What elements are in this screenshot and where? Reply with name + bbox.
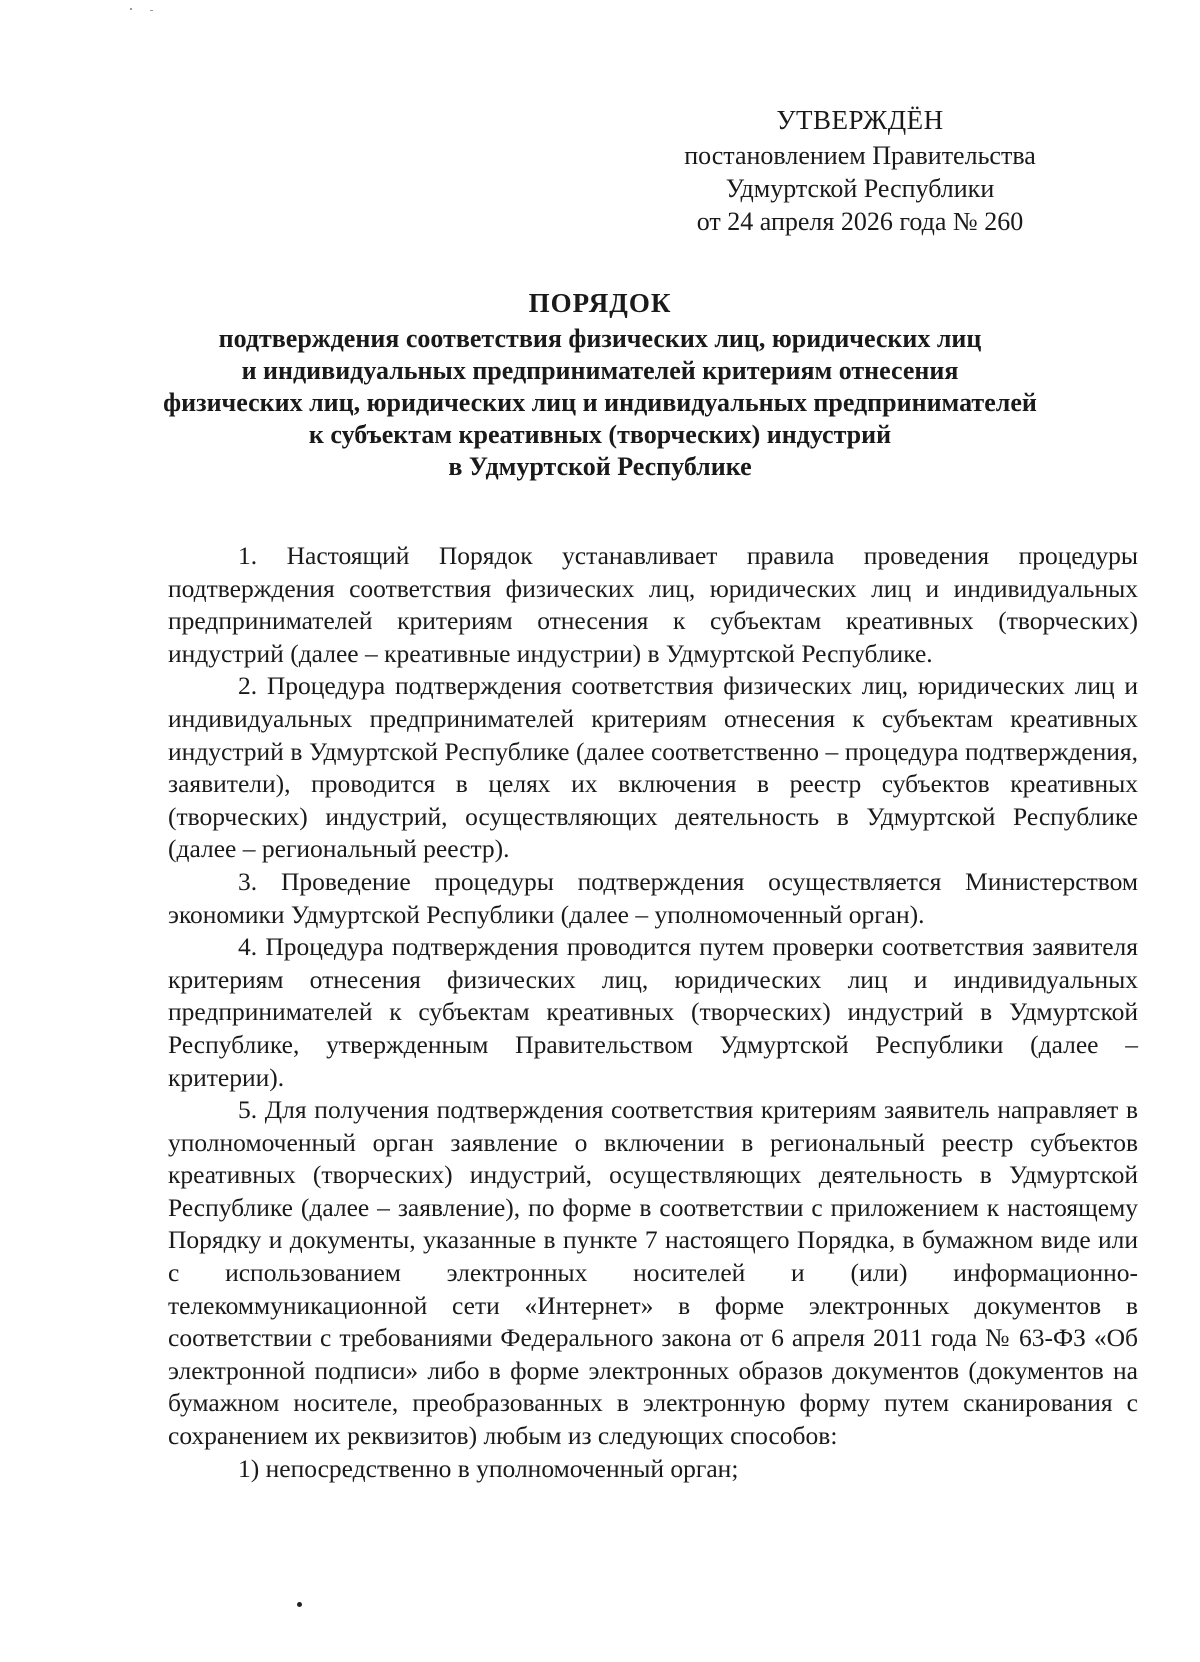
document-subtitle-line: в Удмуртской Республике (448, 452, 752, 481)
document-title-block (150, 285, 1050, 483)
paragraph-2: 2. Процедура подтверждения соответствия физических лиц, юридических лиц и индивидуальных предпринимателей критериям отнесения к субъектам креативных индустрий в Удмуртской Республике (далее соответственно – процедура подтверждения, заявители), проводится в целях их включения в реестр субъектов креативных (творческих) индустрий, осуществляющих деятельность в Удмуртской Республике (далее – региональный реестр). (168, 671, 1138, 864)
document-subtitle-line: подтверждения соответствия физических лиц, юридических лиц (218, 324, 982, 353)
scan-speck (150, 10, 153, 11)
document-body (168, 540, 1138, 1485)
paragraph-5: 5. Для получения подтверждения соответствия критериям заявитель направляет в уполномоченный орган заявление о включении в региональный реестр субъектов креативных (творческих) индустрий, осуществляющих деятельность в Удмуртской Республике (далее – заявление), по форме в соответствии с приложением к настоящему Порядку и документы, указанные в пункте 7 настоящего Порядка, в бумажном виде или с использованием электронных носителей и (или) информационно-телекоммуникационной сети «Интернет» в форме электронных документов в соответствии с требованиями Федерального закона от 6 апреля 2011 года № 63-ФЗ «Об электронной подписи» либо в форме электронных образов документов (документов на бумажном носителе, преобразованных в электронную форму путем сканирования с сохранением их реквизитов) любым из следующих способов: (168, 1095, 1138, 1451)
paragraph-3: 3. Проведение процедуры подтверждения осуществляется Министерством экономики Удмуртской Республики (далее – уполномоченный орган). (168, 866, 1138, 929)
scan-speck (130, 8, 132, 10)
paragraph-1: 1. Настоящий Порядок устанавливает правила проведения процедуры подтверждения соответствия физических лиц, юридических лиц и индивидуальных предпринимателей критериям отнесения к субъектам креативных (творческих) индустрий (далее – креативные индустрии) в Удмуртской Республике. (168, 541, 1138, 668)
approval-stamp-block (650, 104, 1070, 238)
approval-line: постановлением Правительства (684, 141, 1036, 170)
list-item-1: 1) непосредственно в уполномоченный орган; (238, 1453, 739, 1483)
approval-line: Удмуртской Республики (725, 174, 995, 203)
document-subtitle-line: к субъектам креативных (творческих) индустрий (308, 420, 892, 449)
scan-dot (297, 1602, 302, 1607)
document-subtitle-line: и индивидуальных предпринимателей критериям отнесения (241, 356, 959, 385)
document-title: ПОРЯДОК (528, 288, 672, 318)
approval-line: от 24 апреля 2026 года № 260 (696, 207, 1024, 236)
document-subtitle-line: физических лиц, юридических лиц и индивидуальных предпринимателей (163, 388, 1037, 417)
paragraph-4: 4. Процедура подтверждения проводится путем проверки соответствия заявителя критериям отнесения физических лиц, юридических лиц и индивидуальных предпринимателей к субъектам креативных (творческих) индустрий в Удмуртской Республике, утвержденным Правительством Удмуртской Республики (далее – критерии). (168, 932, 1138, 1092)
approval-heading: УТВЕРЖДЁН (776, 105, 944, 135)
